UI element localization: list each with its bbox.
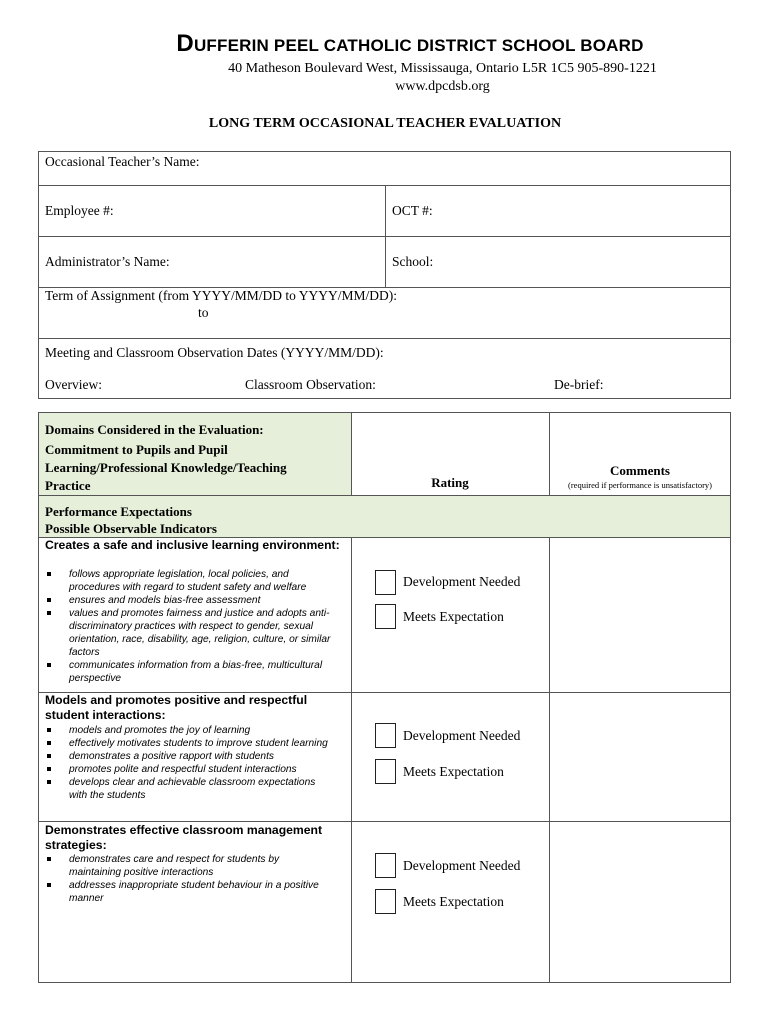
section-safe-inclusive-title: Creates a safe and inclusive learning environment: — [45, 538, 340, 552]
section3-development-needed-label: Development Needed — [403, 858, 521, 873]
term-of-assignment-field[interactable]: Term of Assignment (from YYYY/MM/DD to YYYY/MM/DD): — [45, 288, 398, 303]
list-item: follows appropriate legislation, local policies, and procedures with regard to student safety and welfare — [45, 568, 331, 594]
section1-development-needed-checkbox[interactable] — [375, 570, 396, 595]
list-item: promotes polite and respectful student interactions — [45, 763, 331, 776]
list-item: demonstrates a positive rapport with students — [45, 750, 331, 763]
section3-meets-expectation-label: Meets Expectation — [403, 894, 504, 909]
board-title — [0, 30, 770, 58]
section1-meets-expectation-label: Meets Expectation — [403, 609, 504, 624]
section2-development-needed-checkbox[interactable] — [375, 723, 396, 748]
section1-meets-expectation-checkbox[interactable] — [375, 604, 396, 629]
list-item: communicates information from a bias-free, multicultural perspective — [45, 659, 331, 685]
section-classroom-management-title: Demonstrates effective classroom management strategies: — [45, 823, 323, 852]
section1-development-needed-label: Development Needed — [403, 574, 521, 589]
list-item: models and promotes the joy of learning — [45, 724, 331, 737]
rating-column-header: Rating — [431, 475, 469, 490]
employee-number-field[interactable]: Employee #: — [45, 203, 114, 218]
evaluation-table — [38, 412, 731, 983]
section3-development-needed-checkbox[interactable] — [375, 853, 396, 878]
list-item: demonstrates care and respect for students by maintaining positive interactions — [45, 853, 331, 879]
section2-development-needed-label: Development Needed — [403, 728, 521, 743]
section3-meets-expectation-checkbox[interactable] — [375, 889, 396, 914]
teacher-info-box — [38, 151, 731, 399]
administrator-name-field[interactable]: Administrator’s Name: — [45, 254, 170, 269]
board-title-initial: D — [176, 30, 194, 57]
debrief-date-field[interactable]: De-brief: — [554, 377, 604, 392]
section-positive-interactions-indicators — [45, 724, 331, 802]
observable-indicators-label: Possible Observable Indicators — [45, 521, 217, 536]
form-title: LONG TERM OCCASIONAL TEACHER EVALUATION — [208, 116, 562, 131]
list-item: develops clear and achievable classroom expectations with the students — [45, 776, 331, 802]
board-address: 40 Matheson Boulevard West, Mississauga, Ontario L5R 1C5 905-890-1221 — [228, 61, 657, 76]
section-classroom-management-indicators — [45, 853, 331, 905]
school-field[interactable]: School: — [392, 254, 434, 269]
board-website: www.dpcdsb.org — [395, 79, 490, 94]
section2-meets-expectation-checkbox[interactable] — [375, 759, 396, 784]
comments-column-header: Comments — [610, 463, 670, 478]
meeting-dates-label: Meeting and Classroom Observation Dates (YYYY/MM/DD): — [45, 345, 384, 360]
section2-meets-expectation-label: Meets Expectation — [403, 764, 504, 779]
list-item: ensures and models bias-free assessment — [45, 594, 331, 607]
board-title-rest: UFFERIN PEEL CATHOLIC DISTRICT SCHOOL BOARD — [193, 36, 644, 55]
list-item: values and promotes fairness and justice and adopts anti-discriminatory practices with respect to gender, sexual orientation, race, disability, age, religion, culture, or similar factors — [45, 607, 331, 659]
comments-note: (required if performance is unsatisfactory) — [568, 480, 712, 490]
oct-number-field[interactable]: OCT #: — [392, 203, 433, 218]
teacher-name-field[interactable]: Occasional Teacher’s Name: — [45, 154, 200, 169]
domains-label: Domains Considered in the Evaluation: — [45, 422, 264, 437]
classroom-observation-date-field[interactable]: Classroom Observation: — [245, 377, 376, 392]
section-safe-inclusive-indicators — [45, 568, 331, 685]
overview-date-field[interactable]: Overview: — [45, 377, 102, 392]
list-item: addresses inappropriate student behaviour in a positive manner — [45, 879, 331, 905]
section-positive-interactions-title: Models and promotes positive and respectful student interactions: — [45, 693, 308, 722]
term-to-label: to — [198, 305, 209, 320]
performance-expectations-label: Performance Expectations — [45, 504, 192, 519]
domain-name: Commitment to Pupils and Pupil Learning/Professional Knowledge/Teaching Practice — [45, 442, 287, 493]
list-item: effectively motivates students to improve student learning — [45, 737, 331, 750]
